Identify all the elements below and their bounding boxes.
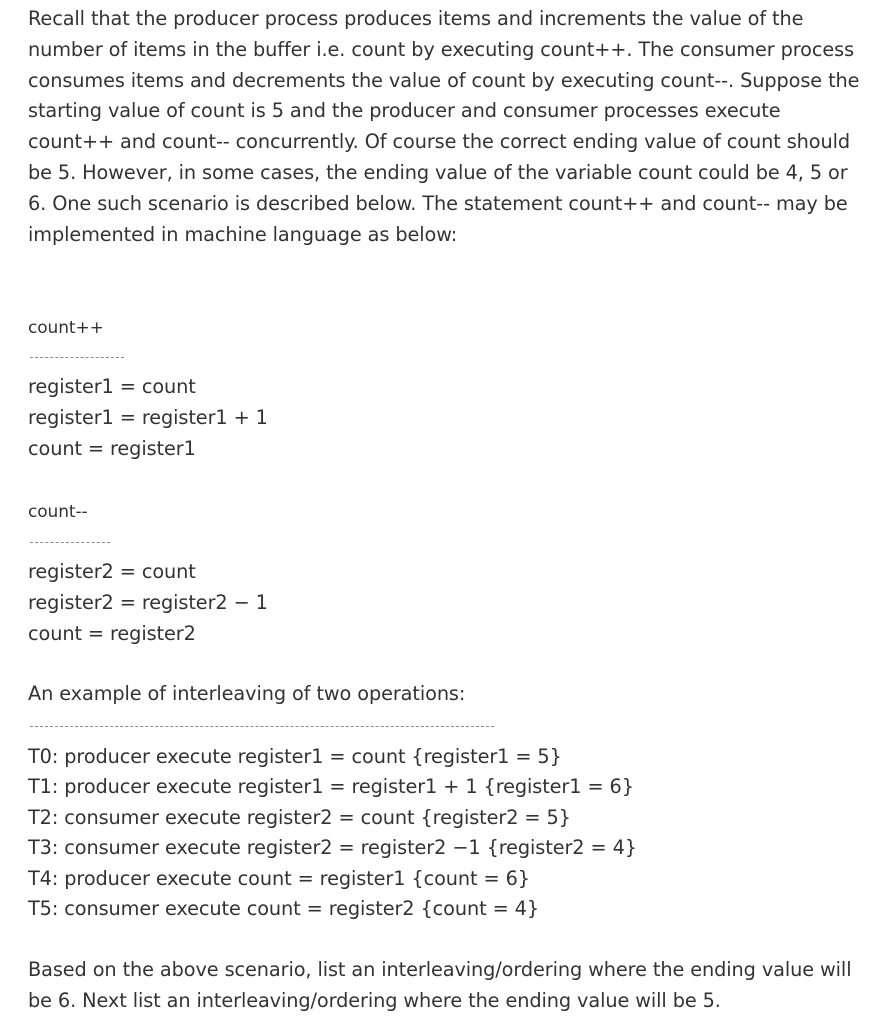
question-paragraph: Based on the above scenario, list an interleaving/ordering where the ending value will be 6. Next list an interleaving/ordering where the ending value will be 5. (28, 958, 852, 1012)
decrement-divider (30, 542, 110, 543)
example-step: T2: consumer execute register2 = count {register2 = 5} (28, 806, 571, 829)
increment-line-2: register1 = register1 + 1 (28, 406, 268, 429)
example-step: T3: consumer execute register2 = register2 −1 {register2 = 4} (28, 836, 637, 859)
example-step: T1: producer execute register1 = register1 + 1 {register1 = 6} (28, 775, 634, 798)
decrement-label: count-- (28, 502, 88, 522)
example-step: T0: producer execute register1 = count {register1 = 5} (28, 745, 562, 768)
decrement-line-1: register2 = count (28, 560, 196, 583)
decrement-line-2: register2 = register2 − 1 (28, 591, 268, 614)
decrement-line-3: count = register2 (28, 622, 196, 645)
example-step: T4: producer execute count = register1 {count = 6} (28, 867, 530, 890)
increment-line-3: count = register1 (28, 437, 196, 460)
increment-divider (30, 357, 124, 358)
intro-paragraph: Recall that the producer process produces items and increments the value of the number of items in the buffer i.e. count by executing count++. The consumer process consumes items and decrements the value of count by executing count--. Suppose the starting value of count is 5 and the producer and consumer processes execute count++ and count-- concurrently. Of course the correct ending value of count should be 5. However, in some cases, the ending value of the variable count could be 4, 5 or 6. One such scenario is described below. The statement count++ and count-- may be implemented in machine language as below: (28, 7, 860, 246)
increment-line-1: register1 = count (28, 375, 196, 398)
example-heading: An example of interleaving of two operations: (28, 682, 466, 705)
example-divider (30, 726, 494, 727)
example-step: T5: consumer execute count = register2 {count = 4} (28, 897, 540, 920)
increment-label: count++ (28, 318, 104, 338)
